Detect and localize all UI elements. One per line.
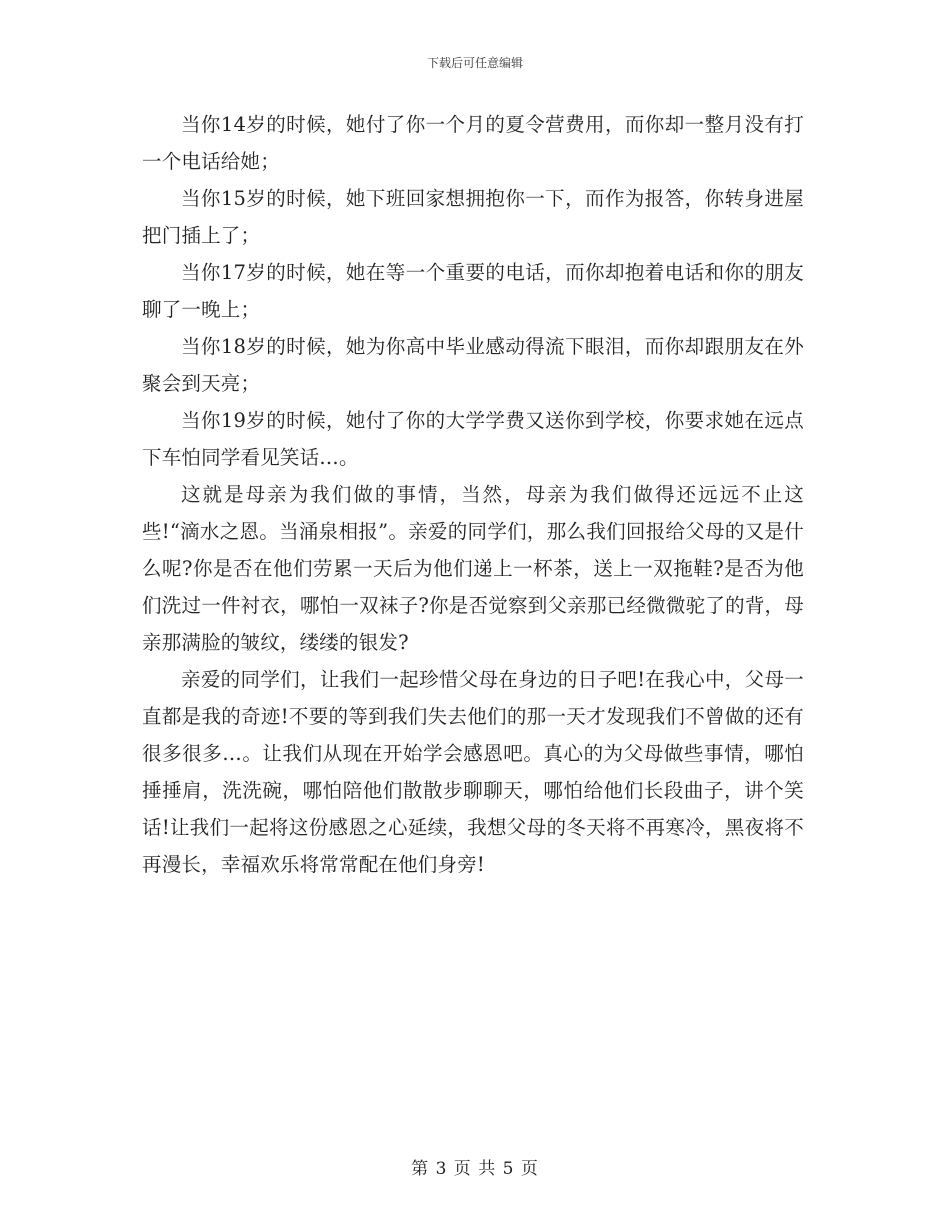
- paragraph-age-15: 当你15岁的时候，她下班回家想拥抱你一下，而作为报答，你转身进屋把门插上了；: [142, 187, 804, 247]
- paragraph-mother-deeds: 这就是母亲为我们做的事情，当然，母亲为我们做得还远远不止这些!“滴水之恩。当涌泉相报”。亲爱的同学们，那么我们回报给父母的又是什么呢?你是否在他们劳累一天后为他们递上一杯茶，送上一双拖鞋?是否为他们洗过一件衬衣，哪怕一双袜子?你是否觉察到父亲那已经微微驼了的背，母亲那满脸的皱纹，缕缕的银发?: [142, 483, 804, 654]
- paragraph-age-17: 当你17岁的时候，她在等一个重要的电话，而你却抱着电话和你的朋友聊了一晚上；: [142, 261, 804, 321]
- paragraph-age-14: 当你14岁的时候，她付了你一个月的夏令营费用，而你却一整月没有打一个电话给她；: [142, 113, 804, 173]
- page-number: 第 3 页 共 5 页: [411, 1159, 539, 1179]
- paragraph-cherish-parents: 亲爱的同学们，让我们一起珍惜父母在身边的日子吧!在我心中，父母一直都是我的奇迹!不要的等到我们失去他们的那一天才发现我们不曾做的还有很多很多…。让我们从现在开始学会感恩吧。真心的为父母做些事情，哪怕捶捶肩，洗洗碗，哪怕陪他们散散步聊聊天，哪怕给他们长段曲子，讲个笑话!让我们一起将这份感恩之心延续，我想父母的冬天将不再寒冷，黑夜将不再漫长，幸福欢乐将常常配在他们身旁!: [142, 668, 804, 876]
- paragraph-age-18: 当你18岁的时候，她为你高中毕业感动得流下眼泪，而你却跟朋友在外聚会到天亮；: [142, 335, 804, 395]
- page-header: 下载后可任意编辑: [426, 56, 523, 70]
- paragraph-age-19: 当你19岁的时候，她付了你的大学学费又送你到学校，你要求她在远点下车怕同学看见笑话…。: [142, 409, 804, 469]
- document-body: [142, 106, 804, 883]
